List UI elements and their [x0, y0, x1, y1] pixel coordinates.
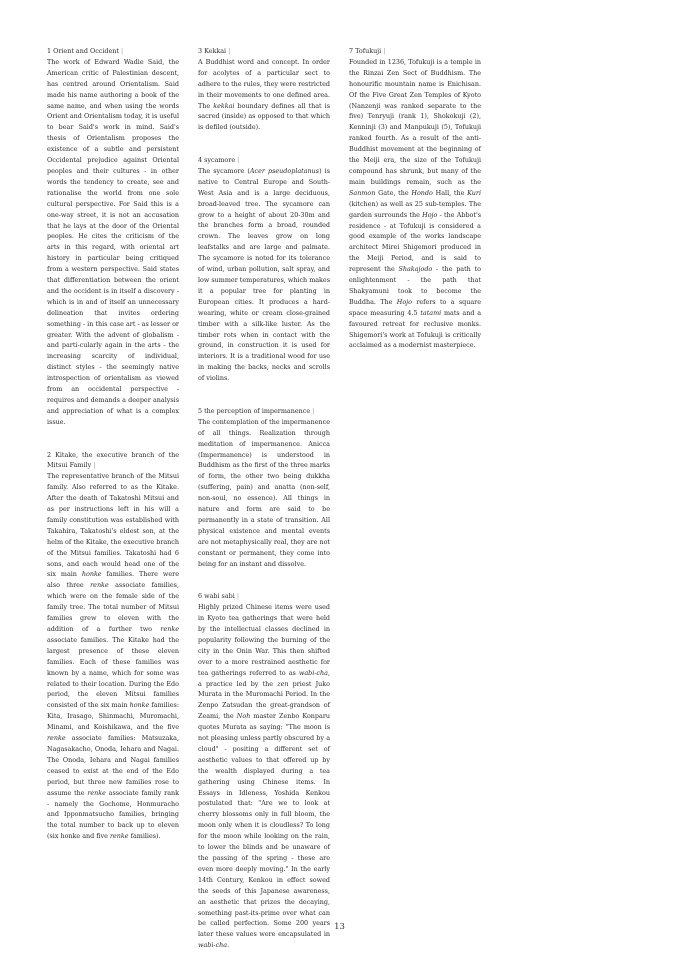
- entry-title: 6 wabi sabi |: [198, 592, 239, 601]
- title-divider: |: [228, 47, 231, 55]
- glossary-entry: [47, 46, 179, 428]
- entry-body: A Buddhist word and concept. In order for acolytes of a particular sect to adhere to the rules, they were restricted in their movements to one defined area. The kekkai boundary defines all that is sacred (inside) as opposed to that which is defiled (outside).: [198, 57, 330, 132]
- column-2: [198, 46, 330, 973]
- entry-body: Founded in 1236, Tofukuji is a temple in the Rinzai Zen Sect of Buddhism. The honourific mountain name is Enichisan. Of the Five Great Zen Temples of Kyoto (Nanzenji was ranked separate to the five) Tenryuji (rank 1), Shokokuji (2), Kenninji (3) and Manpukuji (5), Tofukuji ranked fourth. As a result of the anti-Buddhist movement at the beginning of the Meiji era, the size of the Tofukuji compound has shrunk, but many of the main buildings remain, such as the Sanmon Gate, the Hondo Hall, the Kuri (kitchen) as well as 25 sub-temples. The garden surrounds the Hojo - the Abbot's residence - at Tofukuji is considered a good example of the works landscape architect Mirei Shigemori produced in the Meiji Period, and is said to represent the Shakajodo - the path to enlightenment - the path that Shakyamuni took to become the Buddha. The Hojo refers to a square space measuring 4.5 tatami mats and a favoured retreat for reclusive monks. Shigemori's work at Tofukuji is critically acclaimed as a modernist masterpiece.: [349, 57, 482, 350]
- glossary-entry: [349, 46, 481, 351]
- title-divider: |: [121, 47, 124, 55]
- title-divider: |: [93, 461, 96, 470]
- title-divider: |: [237, 156, 240, 165]
- column-3: [349, 46, 481, 373]
- entry-body: Highly prized Chinese items were used in Kyoto tea gatherings that were held by the intellectual classes declined in popularity following the burning of the city in the Onin War. This then shifted over to a more restrained aesthetic for tea gatherings referred to as wabi-cha, a practice led by the zen priest Juko Murata in the Muromachi Period. In the Zenpo Zatsudan the great-grandson of Zeami, the Noh master Zenbo Konparu quotes Murata as saying: "The moon is not pleasing unless partly obscured by a cloud" - positing a different set of aesthetic values to that offered up by the wealth displayed during a tea gathering using Chinese items. In Essays in Idleness, Yoshida Kenkou postulated that: "Are we to look at cherry blossoms only in full bloom, the moon only when it is cloudless? To long for the moon while looking on the rain, to lower the blinds and be unaware of the passing of the spring - these are even more deeply moving." In the early 14th Century, Kenkou in effect sowed the seeds of this Japanese awareness, an aesthetic that prizes the decaying, something past-its-prime over what can be called perfection. Some 200 years later these values were encapsulated in wabi-cha.: [198, 603, 331, 950]
- glossary-entry: [47, 450, 179, 843]
- entry-title: 1 Orient and Occident |: [47, 47, 124, 55]
- entry-body: The contemplation of the impermanence of all things. Realization through meditation of impermanence. Anicca (Impermanence) is understood in Buddhism as the first of the three marks of form, the other two being dukkha (suffering, pain) and anatta (non-self, non-soul, no essence). All things in nature and form are said to be permanently in a state of transition. All physical existence and mental events are not metaphysically real, they are not constant or permanent, they come into being for an instant and dissolve.: [198, 417, 330, 568]
- entry-body: The representative branch of the Mitsui family. Also referred to as the Kitake. After the death of Takatoshi Mitsui and as per instructions left in his will a family constitution was established with Takahira, Takatoshi's eldest son, at the helm of the Kitake, the executive branch of the Mitsui families. Takatoshi had 6 sons, and each would head one of the six main honke families. There were also three renke associate families, which were on the female side of the family tree. The total number of Mitsui families grew to eleven with the addition of a further two renke associate families. The Kitake had the largest presence of these eleven families. Each of these families was known by a name, which for some was related to their location. During the Edo period, the eleven Mitsui families consisted of the six main honke families: Kita, Irasago, Shinmachi, Muromachi, Minami, and Koishikawa, and the five renke associate families: Matsuzaka, Nagasakacho, Onoda, Iehara and Nagai. The Onoda, Iehara and Nagai families ceased to exist at the end of the Edo period, but three new families rose to assume the renke associate family rank - namely the Gochome, Honmuracho and Ipponmatsucho families, bringing the total number to back up to eleven (six honke and five renke families).: [47, 472, 179, 841]
- page-number: 13: [334, 922, 345, 932]
- glossary-entry: [198, 406, 330, 570]
- entry-title: 2 Kitake, the executive branch of the Mitsui Family |: [47, 450, 179, 470]
- entry-body: The sycamore (Acer pseudoplatanus) is native to Central Europe and South-West Asia and is a large deciduous, broad-leaved tree. The sycamore can grow to a height of about 20-30m and the branches form a broad, rounded crown. The leaves grow on long leafstalks and are large and palmate. The sycamore is noted for its tolerance of wind, urban pollution, salt spray, and low summer temperatures, which makes it a popular tree for planting in European cities. It produces a hard-wearing, white or cream close-grained timber with a silk-like luster. As the timber rots when in contact with the ground, in construction it is used for interiors. It is a traditional wood for use in making the backs, necks and scrolls of violins.: [198, 166, 330, 383]
- entry-title: 5 the perception of impermanence |: [198, 406, 315, 415]
- entry-title: 4 sycamore |: [198, 156, 240, 165]
- title-divider: |: [383, 47, 386, 55]
- title-divider: |: [312, 406, 315, 415]
- glossary-entry: [198, 155, 330, 384]
- glossary-entry: [198, 46, 330, 133]
- entry-title: 3 Kekkai |: [198, 47, 231, 55]
- glossary-entry: [198, 591, 330, 951]
- entry-title: 7 Tofukuji |: [349, 47, 386, 55]
- entry-body: The work of Edward Wadie Said, the American critic of Palestinian descent, has centred around Orientalism. Said made his name authoring a book of the same name, and when using the words Orient and Orientalism today, it is useful to bear Said's work in mind. Said's thesis of Orientalism proposes the existence of a subtle and persistent Occidental prejudice against Oriental peoples and their cultures - in other words the tendency to create, see and rationalise the world from one sole cultural perspective. For Said this is a one-way street, it is not an accusation that he lays at the door of the Oriental peoples. He cites the criticism of the arts in this regard, with oriental art history in particular being critiqued from a western perspective. Said states that differentiation between the orient and the occident is in itself a discovery - which is in and of itself an unnecessary delineation that invites ordering something - in this case art - as lesser or greater. With the advent of globalism - and parti-cularly again in the arts - the increasing scarcity of individual, distinct styles - the seemingly native introspection of orientalism as viewed from an occidental perspective - requires and demands a deeper analysis and appreciation of what is a complex issue.: [47, 57, 179, 426]
- title-divider: |: [236, 592, 239, 601]
- column-1: [47, 46, 179, 864]
